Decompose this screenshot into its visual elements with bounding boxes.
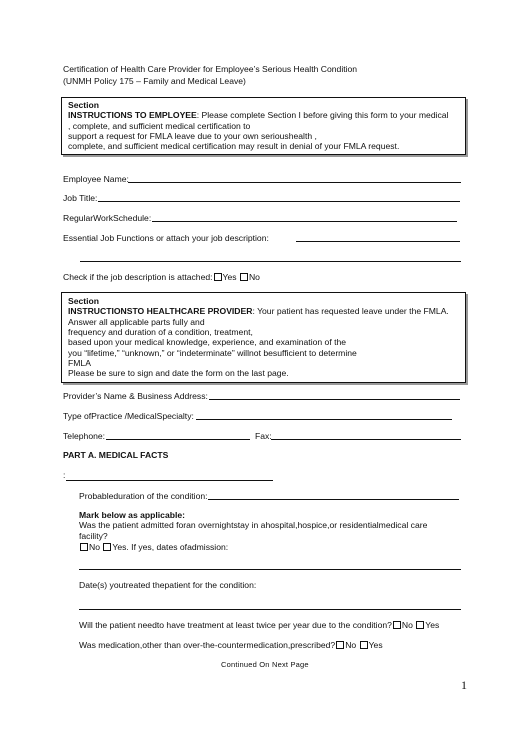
practice-type-label: Type ofPractice /MedicalSpecialty: [63,411,194,421]
provider-instructions-line: based upon your medical knowledge, experience, and examination of the [68,337,347,348]
employee-instructions-heading: INSTRUCTIONS TO EMPLOYEE [68,110,197,121]
treated-dates-field[interactable] [79,609,461,610]
work-schedule-field[interactable] [152,221,457,222]
provider-instructions-heading: INSTRUCTIONSTO HEALTHCARE PROVIDER [68,306,253,317]
treated-dates-label: Date(s) youtreated thepatient for the condition: [79,580,257,590]
telephone-label: Telephone: [63,431,106,441]
employee-instructions-line: support a request for FMLA leave due to your own serioushealth , [68,130,317,141]
no-label: No [401,620,413,630]
admission-dates-field[interactable] [79,569,461,570]
policy-reference: (UNMH Policy 175 – Family and Medical Leave) [63,76,246,86]
yes-label: Yes [425,620,440,630]
no-checkbox[interactable] [240,273,248,281]
provider-address-label: Provider’s Name & Business Address: [63,391,208,401]
medication-question [79,640,383,650]
employee-name-label: Employee Name: [63,174,129,184]
duration-field[interactable] [208,499,459,500]
fax-label: Fax: [255,431,272,441]
no-checkbox[interactable] [336,641,344,649]
yes-checkbox[interactable] [360,641,368,649]
provider-instructions-line: Answer all applicable parts fully and [68,316,205,327]
part-a-title: PART A. MEDICAL FACTS [63,450,169,460]
job-description-attached-label: Check if the job description is attached: [63,272,213,282]
telephone-field[interactable] [106,439,250,440]
job-description-attached [63,272,260,282]
provider-instructions-line: frequency and duration of a condition, treatment, [68,326,253,337]
overnight-stay-options [79,542,228,552]
job-functions-label: Essential Job Functions or attach your job description: [63,233,269,243]
provider-address-field[interactable] [209,399,460,400]
yes-label: Yes [368,640,383,650]
overnight-stay-question: Was the patient admitted foran overnightstay in ahospital,hospice,or residentialmedical care [79,520,428,530]
fax-field[interactable] [271,439,461,440]
employee-name-field[interactable] [128,182,461,183]
provider-instructions-box [61,292,466,383]
job-title-field[interactable] [98,201,460,202]
duration-label: Probableduration of the condition: [79,491,208,501]
yes-label: Yes [222,272,237,282]
employee-instructions-box [61,97,466,155]
job-functions-field-line2[interactable] [80,261,461,262]
treatment-twice-question [79,620,439,630]
practice-type-field[interactable] [196,419,452,420]
provider-instructions-line: you “lifetime,” “unknown,” or “indeterminate” willnot besufficient to determine [68,347,357,358]
work-schedule-label: RegularWorkSchedule: [63,213,152,223]
continued-notice: Continued On Next Page [221,660,309,669]
no-label: No [89,542,100,552]
overnight-stay-question-line2: facility? [79,531,108,541]
no-label: No [345,640,357,650]
part-a-colon: : [63,470,66,480]
employee-instructions-text: : Please complete Section I before giving this form to your medical [196,110,449,121]
job-title-label: Job Title: [63,193,98,203]
yes-checkbox[interactable] [103,543,111,551]
no-label: No [248,272,260,282]
condition-field[interactable] [66,480,273,481]
page-number: 1 [461,678,467,692]
employee-instructions-line: , complete, and sufficient medical certification to [68,120,251,131]
yes-checkbox[interactable] [214,273,222,281]
provider-instructions-text: : Your patient has requested leave under the FMLA. [252,306,449,317]
no-checkbox[interactable] [80,543,88,551]
yes-admission-dates-label: Yes. If yes, dates ofadmission: [112,542,229,552]
medication-question-text: Was medication,other than over-the-countermedication,prescribed? [79,640,336,650]
yes-checkbox[interactable] [416,621,424,629]
employee-instructions-line: complete, and sufficient medical certification may result in denial of your FMLA request. [68,141,400,152]
provider-instructions-line: Please be sure to sign and date the form on the last page. [68,368,289,379]
section-label: Section [68,100,100,110]
section-label: Section [68,296,100,306]
provider-instructions-line: FMLA [68,357,91,368]
job-functions-field[interactable] [296,241,460,242]
no-checkbox[interactable] [393,621,401,629]
mark-below-label: Mark below as applicable: [79,510,186,520]
treatment-twice-question-text: Will the patient needto have treatment at least twice per year due to the condition? [79,620,392,630]
form-title: Certification of Health Care Provider for Employee’s Serious Health Condition [63,64,358,74]
